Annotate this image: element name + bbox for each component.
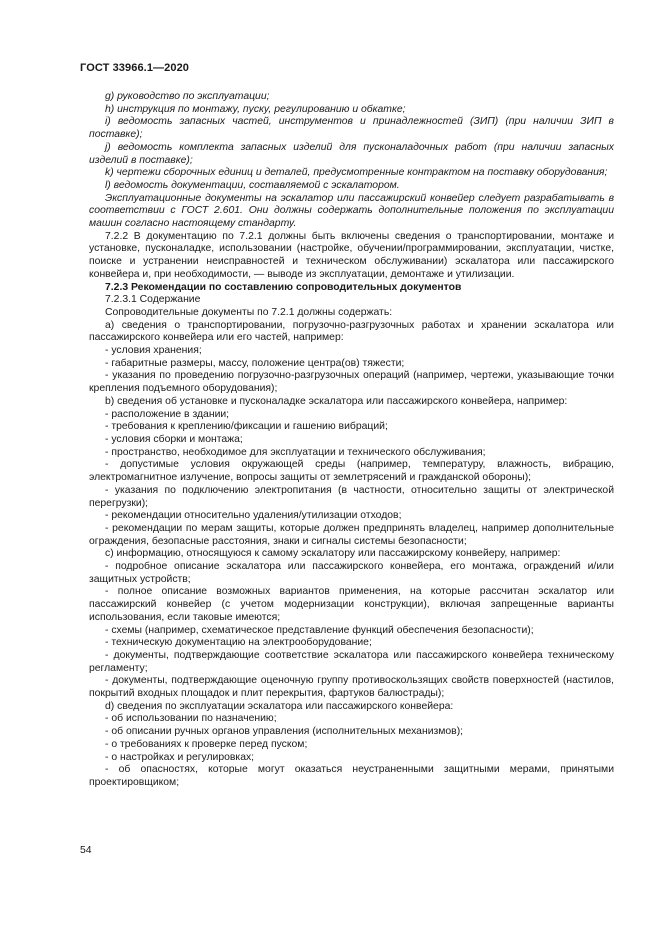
list-item: - рекомендации по мерам защиты, которые должен предпринять владелец, например дополнительные ограждения, безопасные расстояния, знаки и сигналы системы безопасности; (89, 522, 614, 547)
paragraph: l) ведомость документации, составляемой с эскалатором. (105, 179, 400, 191)
paragraph: k) чертежи сборочных единиц и деталей, предусмотренные контрактом на поставку оборудования; (105, 167, 608, 179)
list-item: - условия хранения; (105, 345, 202, 357)
list-item: - допустимые условия окружающей среды (например, температуру, влажность, вибрацию, электромагнитное излучение, вопросы защиты от землетрясений и гражданской обороны); (89, 459, 614, 484)
paragraph: Эксплуатационные документы на эскалатор или пассажирский конвейер следует разрабатывать в соответствии с ГОСТ 2.601. Они должны содержать дополнительные положения по эксплуатации машин согласно настоящему стандарту. (89, 192, 614, 230)
paragraph: g) руководство по эксплуатации; (105, 91, 270, 102)
paragraph: а) сведения о транспортировании, погрузочно-разгрузочных работах и хранении эскалатора или пассажирского конвейера или его частей, например: (89, 319, 614, 344)
paragraph: Сопроводительные документы по 7.2.1 должны содержать: (105, 306, 393, 318)
list-item: - техническую документацию на электрооборудование; (105, 637, 372, 649)
paragraph: b) сведения об установке и пусконаладке эскалатора или пассажирского конвейера, например: (105, 395, 568, 407)
list-item: - указания по подключению электропитания (в частности, относительно защиты от электрической перегрузки); (89, 484, 614, 509)
list-item: - пространство, необходимое для эксплуатации и технического обслуживания; (105, 446, 486, 458)
list-item: - габаритные размеры, массу, положение центра(ов) тяжести; (105, 357, 405, 369)
list-item: - об опасностях, которые могут оказаться неустраненными защитными мерами, принятыми проектировщиком; (89, 764, 614, 788)
list-item: - об использовании по назначению; (105, 713, 277, 725)
paragraph: i) ведомость запасных частей, инструментов и принадлежностей (ЗИП) (при наличии ЗИП в поставке); (89, 116, 614, 141)
paragraph: d) сведения по эксплуатации эскалатора или пассажирского конвейера: (105, 700, 454, 712)
section-heading: 7.2.3 Рекомендации по составлению сопроводительных документов (105, 281, 462, 293)
list-item: - документы, подтверждающие соответствие эскалатора или пассажирского конвейера техническому регламенту; (89, 649, 614, 674)
paragraph: 7.2.2 В документацию по 7.2.1 должны быть включены сведения о транспортировании, монтаже и установке, пусконаладке, использовании (настройке, обучении/программировании, эксплуатации, чистке, поиске и устранении неисправностей и техническом обслуживании) эскалатора или пассажирского конвейера и, при необходимости, — выводе из эксплуатации, демонтаже и утилизации. (89, 230, 614, 280)
list-item: - подробное описание эскалатора или пассажирского конвейера, его монтажа, ограждений и/или защитных устройств; (89, 561, 614, 585)
list-item: - полное описание возможных вариантов применения, на которые рассчитан эскалатор или пассажирский конвейер (с учетом модернизации конструкции), включая запрещенные варианты использования, если таковые имеются; (89, 586, 614, 623)
list-item: - расположение в здании; (105, 408, 230, 420)
document-header: ГОСТ 33966.1—2020 (80, 62, 190, 74)
list-item: - условия сборки и монтажа; (105, 433, 243, 445)
list-item: - документы, подтверждающие оценочную группу противоскользящих свойств поверхностей (настилов, покрытий входных площадок и плит перекрытия, фартуков балюстрады); (89, 675, 614, 700)
document-body (89, 91, 614, 790)
page-number: 54 (80, 845, 92, 856)
list-item: - о настройках и регулировках; (105, 751, 255, 763)
list-item: - требования к креплению/фиксации и гашению вибраций; (105, 421, 388, 433)
paragraph: h) инструкция по монтажу, пуску, регулированию и обкатке; (105, 103, 406, 115)
subsection-heading: 7.2.3.1 Содержание (105, 294, 201, 306)
list-item: - о требованиях к проверке перед пуском; (105, 738, 308, 750)
paragraph: j) ведомость комплекта запасных изделий для пусконаладочных работ (при наличии запасных изделий в поставке); (89, 141, 614, 166)
list-item: - указания по проведению погрузочно-разгрузочных операций (например, чертежи, указывающие точки крепления подъемного оборудования); (89, 370, 614, 395)
paragraph: с) информацию, относящуюся к самому эскалатору или пассажирскому конвейеру, например: (105, 548, 561, 560)
list-item: - рекомендации относительно удаления/утилизации отходов; (105, 510, 402, 522)
list-item: - схемы (например, схематическое представление функций обеспечения безопасности); (105, 624, 534, 636)
list-item: - об описании ручных органов управления (исполнительных механизмов); (105, 726, 464, 738)
